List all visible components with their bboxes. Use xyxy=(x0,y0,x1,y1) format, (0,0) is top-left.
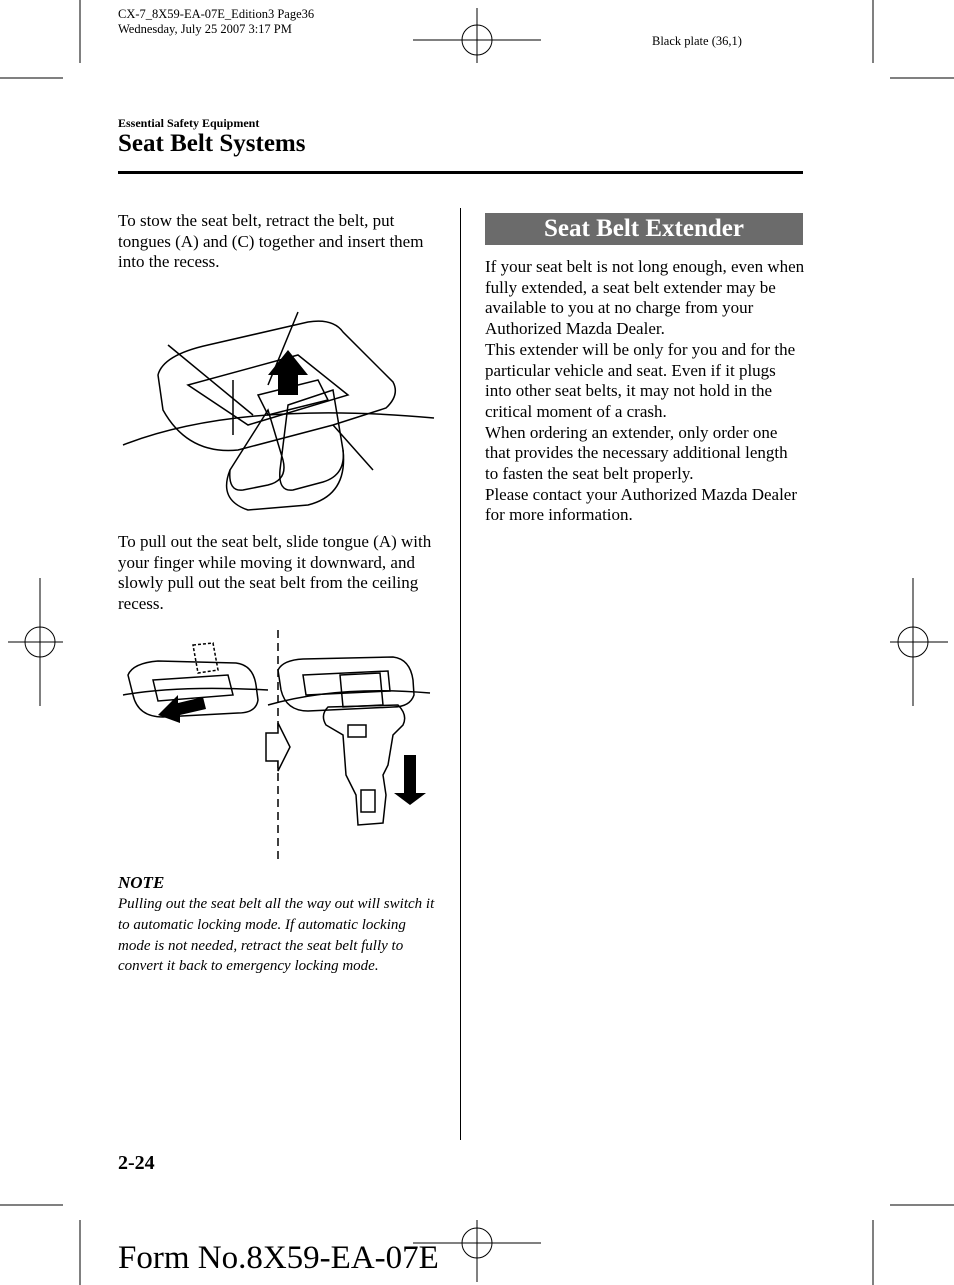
pullout-instructions: To pull out the seat belt, slide tongue (A) with your finger while moving it downward, and slowly pull out the seat belt from the ceiling recess. xyxy=(118,532,432,614)
print-info-line2: Wednesday, July 25 2007 3:17 PM xyxy=(118,22,292,36)
form-number: Form No.8X59-EA-07E xyxy=(118,1240,439,1276)
extender-text: If your seat belt is not long enough, even when fully extended, a seat belt extender may be available to you at no charge from your Authorized Mazda Dealer. This extender will be only for you and for the particular vehicle and seat. Even if it plugs into other seat belts, it may not hold in the critical moment of a crash. When ordering an extender, only order one that provides the necessary additional length to fasten the seat belt properly. Please contact your Authorized Mazda Dealer for more information. xyxy=(485,257,805,525)
stow-belt-illustration xyxy=(118,300,436,520)
extender-banner: Seat Belt Extender xyxy=(485,213,803,245)
note-heading: NOTE xyxy=(118,873,165,892)
stow-instructions: To stow the seat belt, retract the belt, put tongues (A) and (C) together and insert them into the recess. xyxy=(118,211,424,272)
down-arrow-icon xyxy=(394,755,426,805)
section-label: Essential Safety Equipment xyxy=(118,116,260,130)
print-info xyxy=(118,7,314,37)
page-title: Seat Belt Systems xyxy=(118,130,306,157)
page-number: 2-24 xyxy=(118,1152,155,1174)
plate-label: Black plate (36,1) xyxy=(652,34,742,48)
up-arrow-icon xyxy=(268,350,308,395)
next-step-arrow-icon xyxy=(266,723,290,771)
print-info-line1: CX-7_8X59-EA-07E_Edition3 Page36 xyxy=(118,7,315,21)
title-rule xyxy=(118,171,803,174)
pullout-belt-illustration xyxy=(118,625,436,865)
column-divider xyxy=(460,208,461,1140)
note-text: Pulling out the seat belt all the way out will switch it to automatic locking mode. If automatic locking mode is not needed, retract the seat belt fully to convert it back to emergency locking mode. xyxy=(118,896,435,975)
